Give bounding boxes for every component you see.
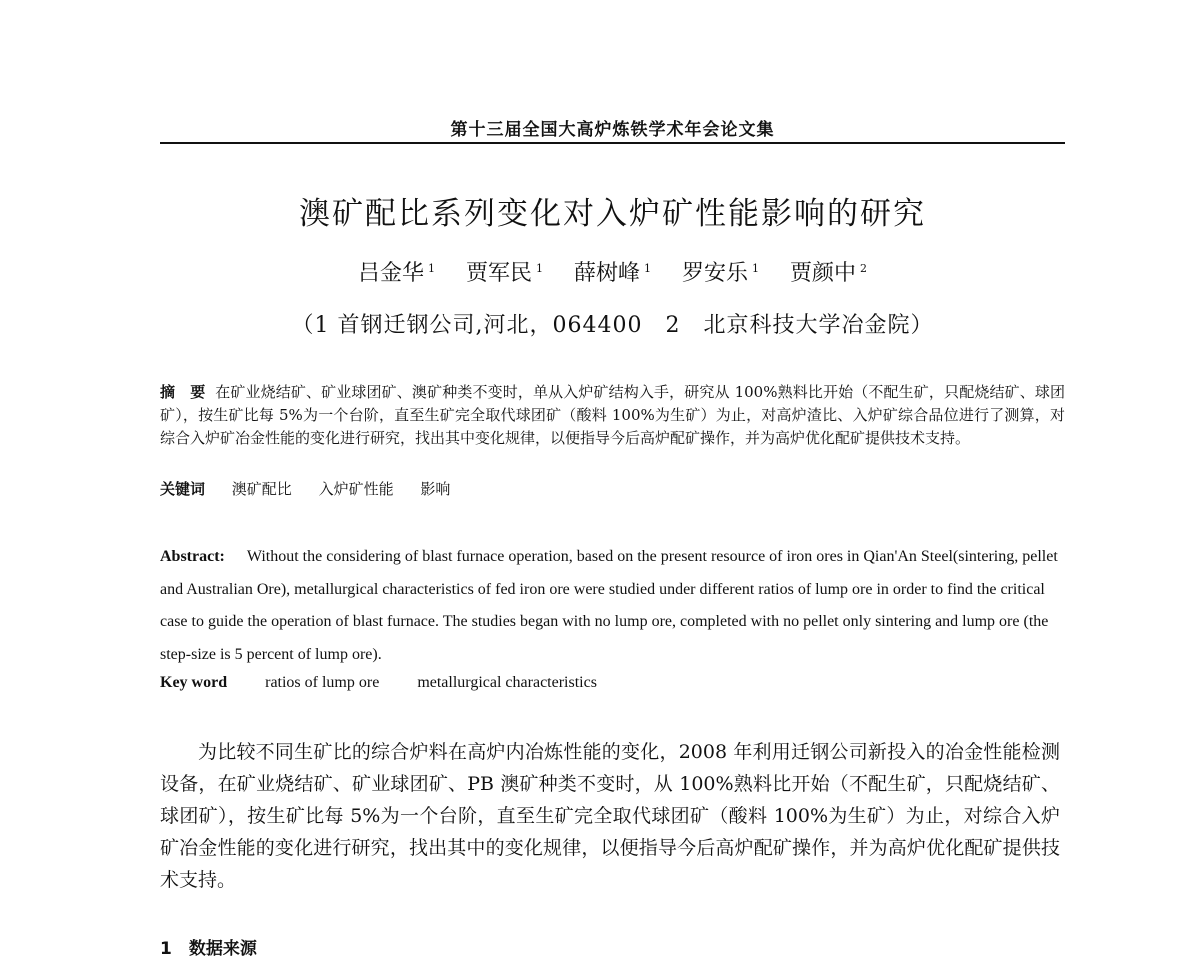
author-name: 薛树峰: [573, 261, 640, 286]
keyword-en: ratios of lump ore: [265, 674, 380, 691]
keywords-en-label: Key word: [160, 674, 228, 691]
author: [358, 261, 435, 286]
abstract-en-text: Without the considering of blast furnace operation, based on the present resource of iron ores in Qian'An Steel(sintering, pellet and Australian Ore), metallurgical characteristics of fed iron ore were studied under different ratios of lump ore in order to find the critical case to guide the operation of blast furnace. The studies began with no lump ore, completed with no pellet only sintering and lump ore (the step-size is 5 percent of lump ore).: [160, 548, 1058, 663]
header-rule: [160, 142, 1065, 144]
author: [682, 261, 759, 286]
author: [574, 261, 651, 286]
paper-title: 澳矿配比系列变化对入炉矿性能影响的研究: [299, 196, 926, 232]
affiliations: （1 首钢迁钢公司,河北，064400 2 北京科技大学冶金院）: [291, 313, 934, 338]
keyword-en: metallurgical characteristics: [417, 674, 597, 691]
author-affiliation-mark: 1: [427, 261, 435, 275]
author: [466, 261, 543, 286]
author-name: 罗安乐: [682, 261, 749, 286]
author-name: 吕金华: [357, 261, 424, 286]
running-header: 第十三届全国大高炉炼铁学术年会论文集: [450, 120, 775, 140]
keywords-en: [160, 674, 1065, 692]
keyword-cn: 入炉矿性能: [318, 480, 394, 498]
section-heading: 1 数据来源: [160, 939, 257, 959]
abstract-cn-label: 摘 要: [160, 383, 206, 401]
author-name: 贾军民: [465, 261, 532, 286]
keyword-cn: 影响: [420, 480, 451, 498]
author-affiliation-mark: 2: [860, 261, 868, 275]
author: [790, 261, 867, 286]
keyword-cn: 澳矿配比: [231, 480, 292, 498]
author-affiliation-mark: 1: [644, 261, 651, 275]
abstract-en: [160, 541, 1065, 671]
author-list: [160, 256, 1065, 287]
abstract-en-label: Abstract:: [160, 548, 225, 565]
intro-paragraph: 为比较不同生矿比的综合炉料在高炉内冶炼性能的变化，2008 年利用迁钢公司新投入的冶金性能检测设备，在矿业烧结矿、矿业球团矿、PB 澳矿种类不变时，从 100%熟料比开始（不配生矿，只配烧结矿、球团矿），按生矿比每 5%为一个台阶，直至生矿完全取代球团矿（酸料 100%为生矿）为止，对综合入炉矿冶金性能的变化进行研究，找出其中的变化规律，以便指导今后高炉配矿操作，并为高炉优化配矿提供技术支持。: [160, 741, 1060, 891]
keywords-cn: [160, 478, 1065, 499]
author-affiliation-mark: 1: [535, 261, 543, 275]
abstract-cn: [160, 381, 1065, 450]
abstract-cn-text: 在矿业烧结矿、矿业球团矿、澳矿种类不变时，单从入炉矿结构入手，研究从 100%熟料比开始（不配生矿，只配烧结矿、球团矿），按生矿比每 5%为一个台阶，直至生矿完全取代球团矿（酸料 100%为生矿）为止，对高炉渣比、入炉矿综合品位进行了测算，对综合入炉矿冶金性能的变化进行研究，找出其中变化规律，以便指导今后高炉配矿操作，并为高炉优化配矿提供技术支持。: [160, 383, 1065, 447]
author-name: 贾颜中: [790, 261, 857, 286]
author-affiliation-mark: 1: [752, 261, 760, 275]
keywords-cn-label: 关键词: [160, 480, 206, 498]
